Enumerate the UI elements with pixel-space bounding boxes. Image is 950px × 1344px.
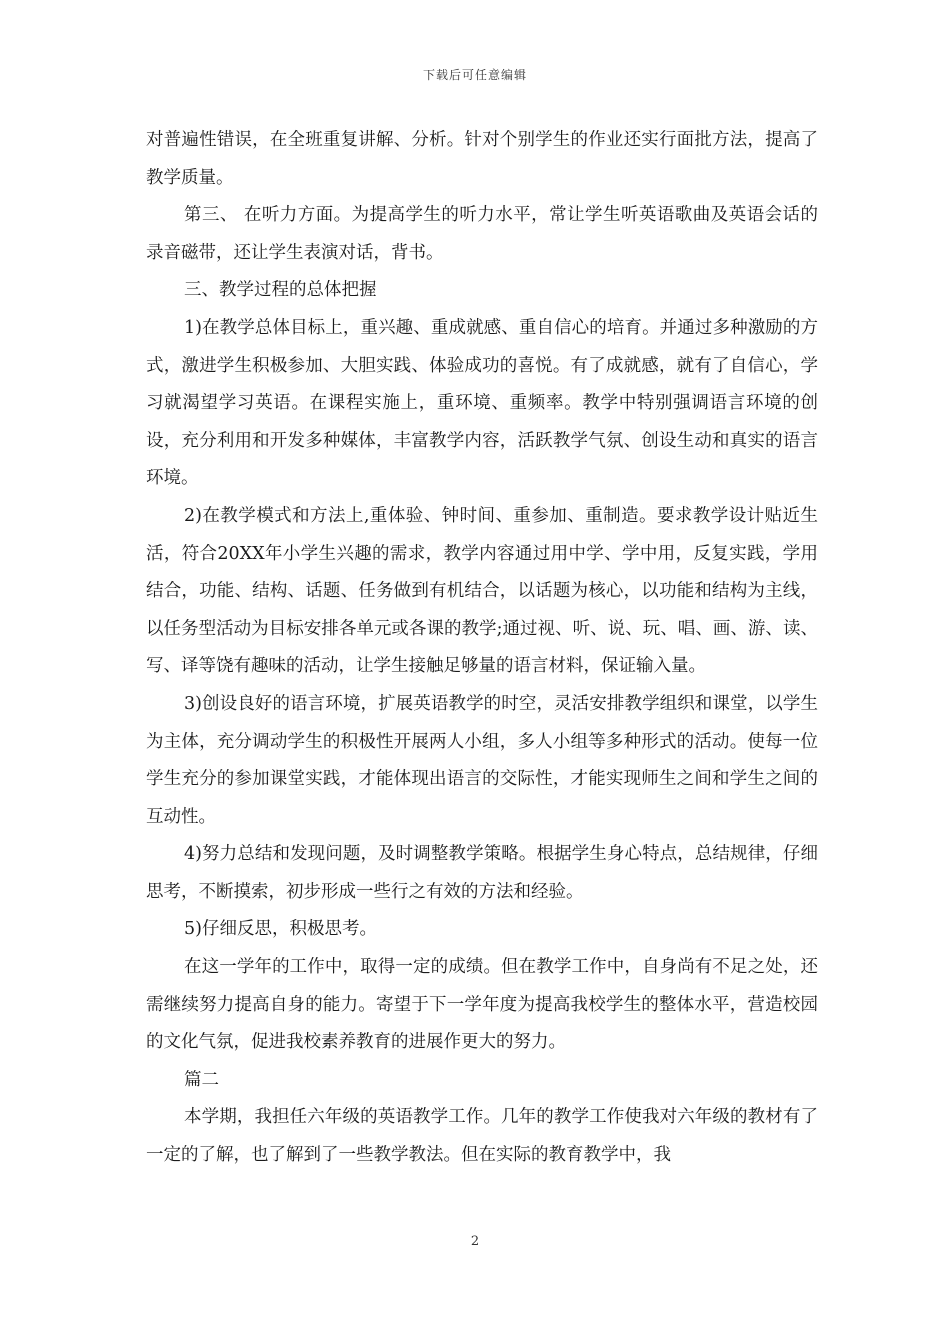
page-number: 2	[470, 1234, 480, 1249]
paragraph: 对普遍性错误，在全班重复讲解、分析。针对个别学生的作业还实行面批方法，提高了教学质量。	[146, 130, 818, 188]
paragraph: 2)在教学模式和方法上,重体验、钟时间、重参加、重制造。要求教学设计贴近生活，符合20XX年小学生兴趣的需求，教学内容通过用中学、学中用，反复实践，学用结合，功能、结构、话题、任务做到有机结合，以话题为核心，以功能和结构为主线，以任务型活动为目标安排各单元或各课的教学;通过视、听、说、玩、唱、画、游、读、写、译等饶有趣味的活动，让学生接触足够量的语言材料，保证输入量。	[146, 505, 818, 677]
paragraph: 5)仔细反思，积极思考。	[184, 919, 377, 940]
paragraph: 本学期，我担任六年级的英语教学工作。几年的教学工作使我对六年级的教材有了一定的了解，也了解到了一些教学教法。但在实际的教育教学中，我	[146, 1107, 818, 1166]
paragraph: 第三、 在听力方面。为提高学生的听力水平，常让学生听英语歌曲及英语会话的录音磁带，还让学生表演对话，背书。	[146, 205, 818, 263]
section-heading: 篇二	[184, 1069, 219, 1090]
paragraph: 4)努力总结和发现问题，及时调整教学策略。根据学生身心特点，总结规律，仔细思考，不断摸索，初步形成一些行之有效的方法和经验。	[146, 844, 818, 902]
section-heading: 三、教学过程的总体把握	[184, 280, 377, 301]
paragraph: 1)在教学总体目标上，重兴趣、重成就感、重自信心的培育。并通过多种激励的方式，激进学生积极参加、大胆实践、体验成功的喜悦。有了成就感，就有了自信心，学习就渴望学习英语。在课程实施上，重环境、重频率。教学中特别强调语言环境的创设，充分利用和开发多种媒体，丰富教学内容，活跃教学气氛、创设生动和真实的语言环境。	[146, 317, 818, 489]
paragraph: 3)创设良好的语言环境，扩展英语教学的时空，灵活安排教学组织和课堂，以学生为主体，充分调动学生的积极性开展两人小组，多人小组等多种形式的活动。使每一位学生充分的参加课堂实践，才能体现出语言的交际性，才能实现师生之间和学生之间的互动性。	[146, 693, 818, 827]
paragraph: 在这一学年的工作中，取得一定的成绩。但在教学工作中，自身尚有不足之处，还需继续努力提高自身的能力。寄望于下一学年度为提高我校学生的整体水平，营造校园的文化气氛，促进我校素养教育的进展作更大的努力。	[146, 957, 818, 1053]
page-header: 下载后可任意编辑	[422, 68, 527, 82]
document-body	[146, 122, 818, 1175]
